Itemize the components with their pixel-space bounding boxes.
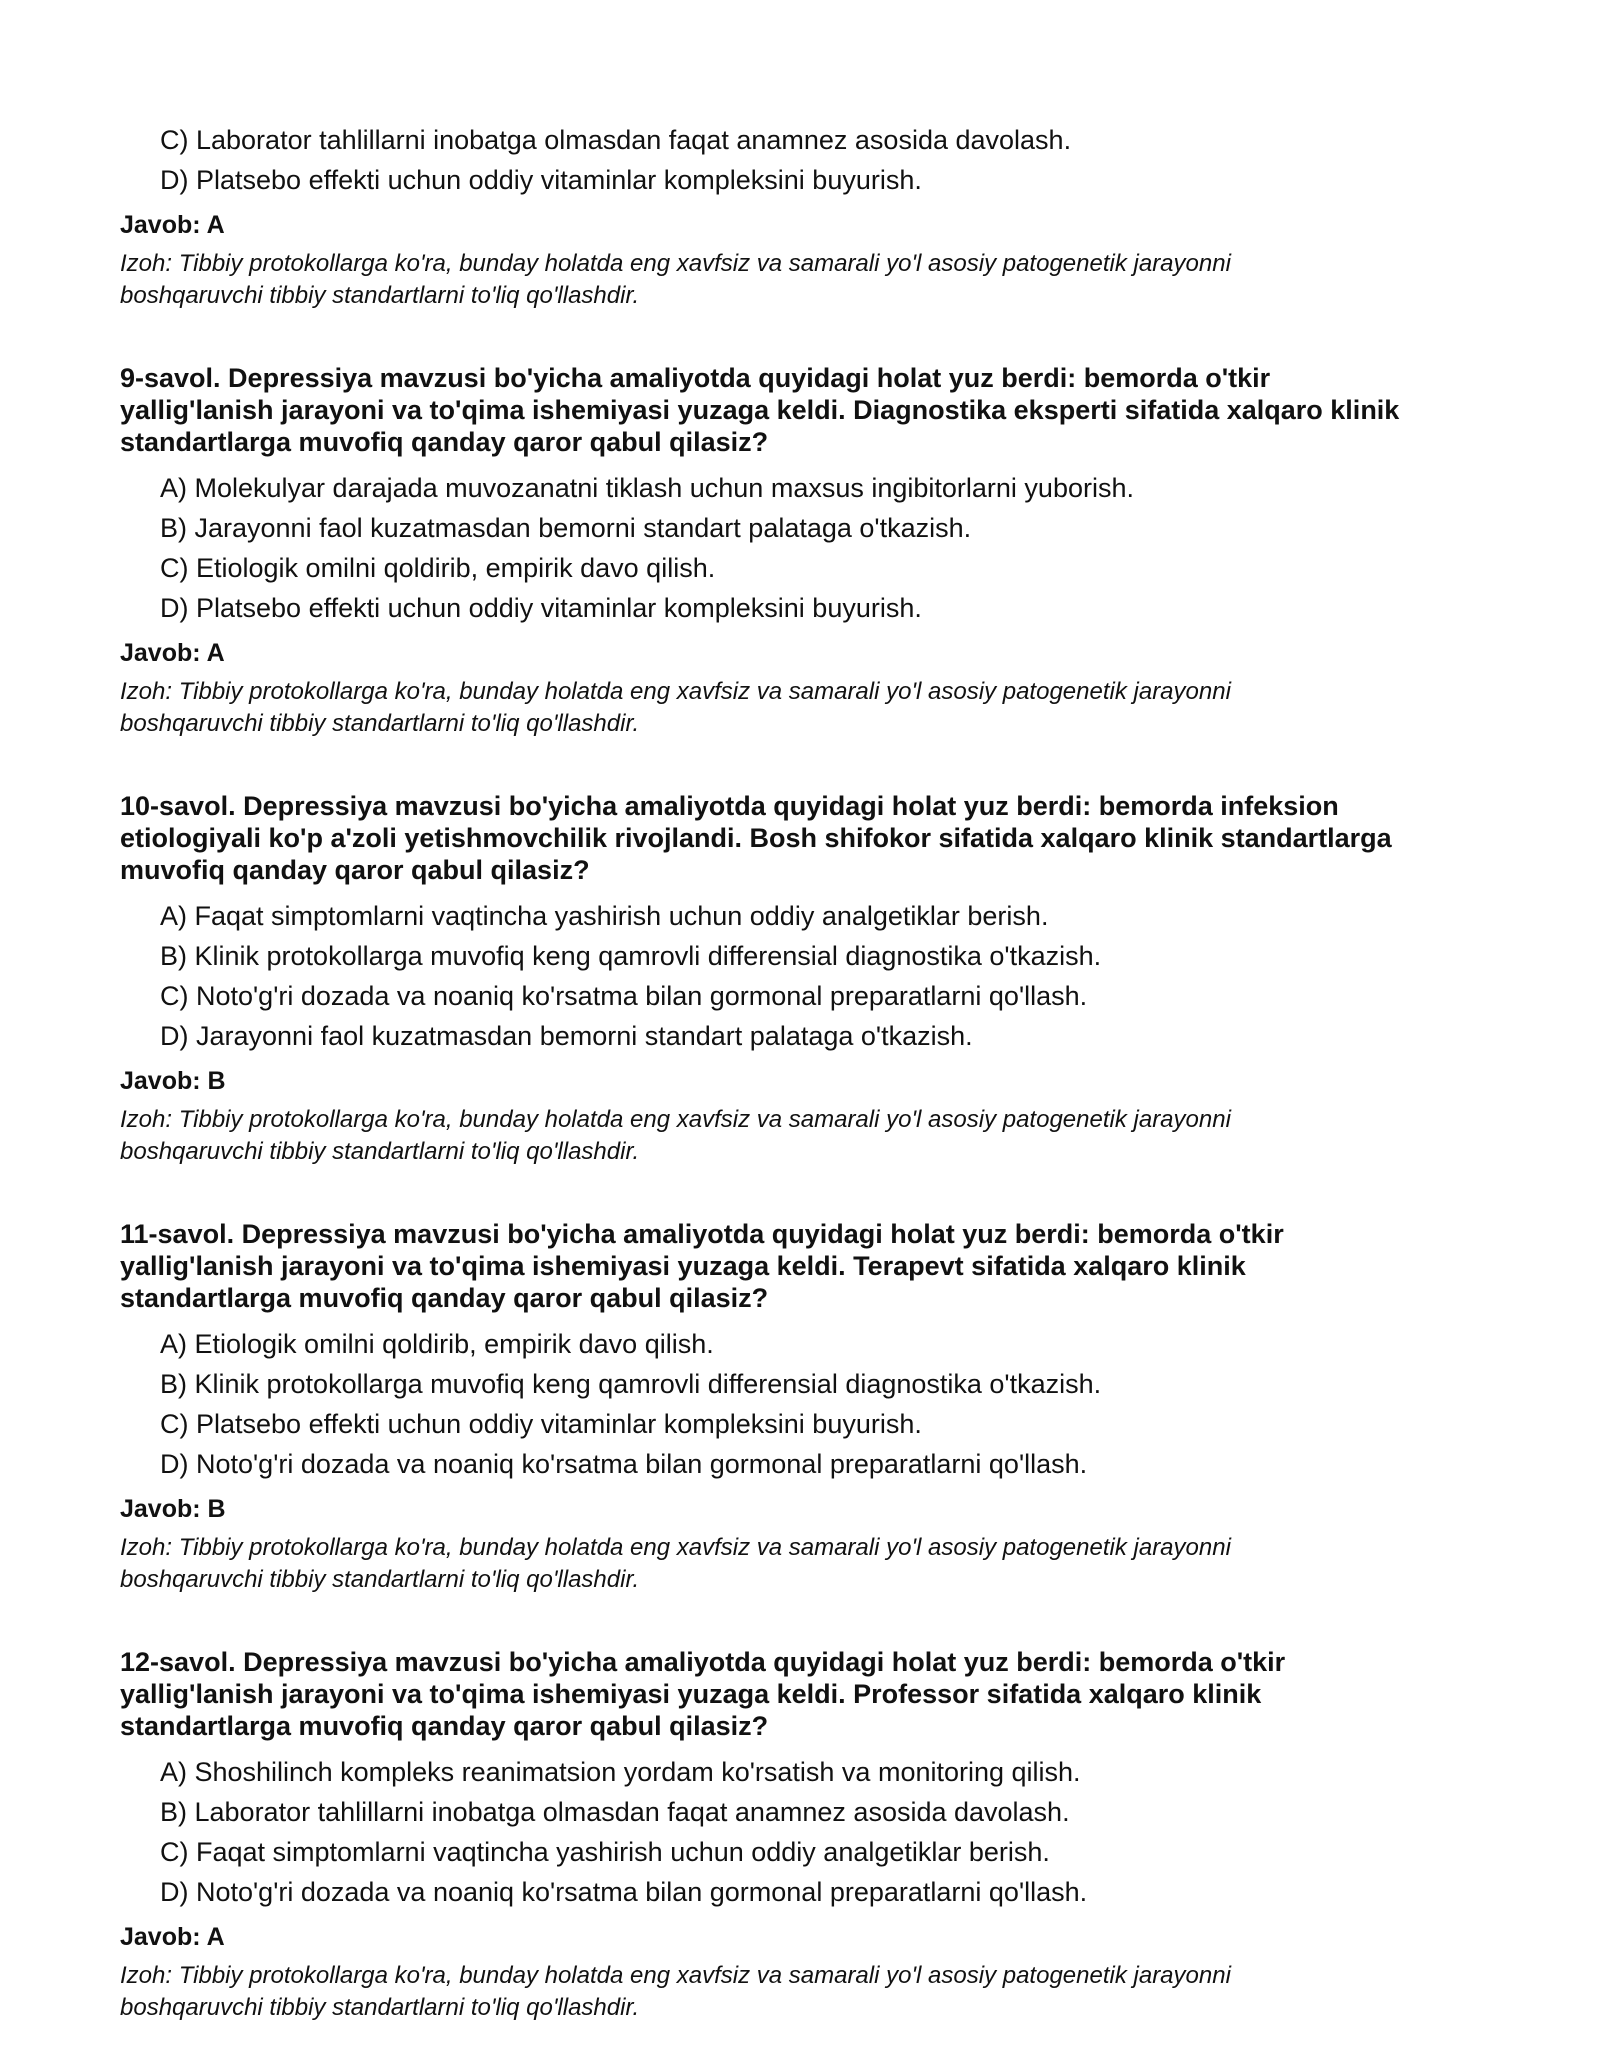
answer-key: Javob: A bbox=[120, 1923, 225, 1951]
option-c: C) Etiologik omilni qoldirib, empirik davo qilish. bbox=[160, 553, 716, 583]
question-title-line: yallig'lanish jarayoni va to'qima ishemiyasi yuzaga keldi. Professor sifatida xalqaro klinik bbox=[120, 1679, 1262, 1709]
question-title-line: standartlarga muvofiq qanday qaror qabul qilasiz? bbox=[120, 1283, 769, 1313]
explanation-note bbox=[120, 1960, 1500, 2024]
note-line: boshqaruvchi tibbiy standartlarni to'liq qo'llashdir. bbox=[120, 282, 640, 309]
question-10 bbox=[120, 790, 1500, 1168]
note-line: Izoh: Tibbiy protokollarga ko'ra, bunday holatda eng xavfsiz va samarali yo'l asosiy patogenetik jarayonni bbox=[120, 1962, 1231, 1989]
option-c: C) Laborator tahlillarni inobatga olmasdan faqat anamnez asosida davolash. bbox=[160, 125, 1072, 155]
option-b: B) Klinik protokollarga muvofiq keng qamrovli differensial diagnostika o'tkazish. bbox=[160, 1369, 1102, 1399]
note-line: Izoh: Tibbiy protokollarga ko'ra, bunday holatda eng xavfsiz va samarali yo'l asosiy patogenetik jarayonni bbox=[120, 250, 1231, 277]
question-title-line: etiologiyali ko'p a'zoli yetishmovchilik rivojlandi. Bosh shifokor sifatida xalqaro klinik standartlarga bbox=[120, 823, 1392, 853]
note-line: boshqaruvchi tibbiy standartlarni to'liq qo'llashdir. bbox=[120, 710, 640, 737]
question-title-line: yallig'lanish jarayoni va to'qima ishemiyasi yuzaga keldi. Diagnostika eksperti sifatida xalqaro klinik bbox=[120, 395, 1400, 425]
option-a: A) Molekulyar darajada muvozanatni tiklash uchun maxsus ingibitorlarni yuborish. bbox=[160, 473, 1134, 503]
explanation-note bbox=[120, 1104, 1500, 1168]
option-a: A) Faqat simptomlarni vaqtincha yashirish uchun oddiy analgetiklar berish. bbox=[160, 901, 1049, 931]
option-d: D) Platsebo effekti uchun oddiy vitaminlar kompleksini buyurish. bbox=[160, 593, 922, 623]
option-d: D) Platsebo effekti uchun oddiy vitaminlar kompleksini buyurish. bbox=[160, 165, 922, 195]
note-line: Izoh: Tibbiy protokollarga ko'ra, bunday holatda eng xavfsiz va samarali yo'l asosiy patogenetik jarayonni bbox=[120, 678, 1231, 705]
option-b: B) Jarayonni faol kuzatmasdan bemorni standart palataga o'tkazish. bbox=[160, 513, 972, 543]
note-line: Izoh: Tibbiy protokollarga ko'ra, bunday holatda eng xavfsiz va samarali yo'l asosiy patogenetik jarayonni bbox=[120, 1106, 1231, 1133]
option-b: B) Klinik protokollarga muvofiq keng qamrovli differensial diagnostika o'tkazish. bbox=[160, 941, 1102, 971]
question-12 bbox=[120, 1646, 1500, 2024]
answer-key: Javob: A bbox=[120, 639, 225, 667]
note-line: boshqaruvchi tibbiy standartlarni to'liq qo'llashdir. bbox=[120, 1566, 640, 1593]
explanation-note bbox=[120, 248, 1500, 312]
option-c: C) Noto'g'ri dozada va noaniq ko'rsatma bilan gormonal preparatlarni qo'llash. bbox=[160, 981, 1088, 1011]
question-title-line: muvofiq qanday qaror qabul qilasiz? bbox=[120, 855, 590, 885]
option-d: D) Noto'g'ri dozada va noaniq ko'rsatma bilan gormonal preparatlarni qo'llash. bbox=[160, 1877, 1088, 1907]
option-a: A) Shoshilinch kompleks reanimatsion yordam ko'rsatish va monitoring qilish. bbox=[160, 1757, 1081, 1787]
option-c: C) Platsebo effekti uchun oddiy vitaminlar kompleksini buyurish. bbox=[160, 1409, 922, 1439]
answer-key: Javob: A bbox=[120, 211, 225, 239]
question-title bbox=[120, 362, 1500, 458]
answer-options bbox=[120, 468, 1500, 628]
answer-key: Javob: B bbox=[120, 1067, 226, 1095]
question-title-line: 9-savol. Depressiya mavzusi bo'yicha amaliyotda quyidagi holat yuz berdi: bemorda o'tkir bbox=[120, 363, 1271, 393]
answer-key: Javob: B bbox=[120, 1495, 226, 1523]
note-line: boshqaruvchi tibbiy standartlarni to'liq qo'llashdir. bbox=[120, 1138, 640, 1165]
explanation-note bbox=[120, 676, 1500, 740]
question-title-line: 10-savol. Depressiya mavzusi bo'yicha amaliyotda quyidagi holat yuz berdi: bemorda infeksion bbox=[120, 791, 1339, 821]
explanation-note bbox=[120, 1532, 1500, 1596]
note-line: Izoh: Tibbiy protokollarga ko'ra, bunday holatda eng xavfsiz va samarali yo'l asosiy patogenetik jarayonni bbox=[120, 1534, 1231, 1561]
answer-options bbox=[120, 1324, 1500, 1484]
question-title-line: 12-savol. Depressiya mavzusi bo'yicha amaliyotda quyidagi holat yuz berdi: bemorda o'tkir bbox=[120, 1647, 1286, 1677]
question-title-line: 11-savol. Depressiya mavzusi bo'yicha amaliyotda quyidagi holat yuz berdi: bemorda o'tkir bbox=[120, 1219, 1284, 1249]
note-line: boshqaruvchi tibbiy standartlarni to'liq qo'llashdir. bbox=[120, 1994, 640, 2021]
option-c: C) Faqat simptomlarni vaqtincha yashirish uchun oddiy analgetiklar berish. bbox=[160, 1837, 1050, 1867]
question-title-line: standartlarga muvofiq qanday qaror qabul qilasiz? bbox=[120, 1711, 769, 1741]
answer-options bbox=[120, 120, 1500, 200]
question-9 bbox=[120, 362, 1500, 740]
option-d: D) Jarayonni faol kuzatmasdan bemorni standart palataga o'tkazish. bbox=[160, 1021, 973, 1051]
question-title bbox=[120, 1646, 1500, 1742]
question-title-line: standartlarga muvofiq qanday qaror qabul qilasiz? bbox=[120, 427, 769, 457]
answer-options bbox=[120, 896, 1500, 1056]
option-a: A) Etiologik omilni qoldirib, empirik davo qilish. bbox=[160, 1329, 714, 1359]
question-title bbox=[120, 1218, 1500, 1314]
question-title bbox=[120, 790, 1500, 886]
page-content bbox=[120, 120, 1500, 2024]
option-b: B) Laborator tahlillarni inobatga olmasdan faqat anamnez asosida davolash. bbox=[160, 1797, 1070, 1827]
option-d: D) Noto'g'ri dozada va noaniq ko'rsatma bilan gormonal preparatlarni qo'llash. bbox=[160, 1449, 1088, 1479]
question-8-continuation bbox=[120, 120, 1500, 312]
answer-options bbox=[120, 1752, 1500, 1912]
question-title-line: yallig'lanish jarayoni va to'qima ishemiyasi yuzaga keldi. Terapevt sifatida xalqaro klinik bbox=[120, 1251, 1246, 1281]
question-11 bbox=[120, 1218, 1500, 1596]
